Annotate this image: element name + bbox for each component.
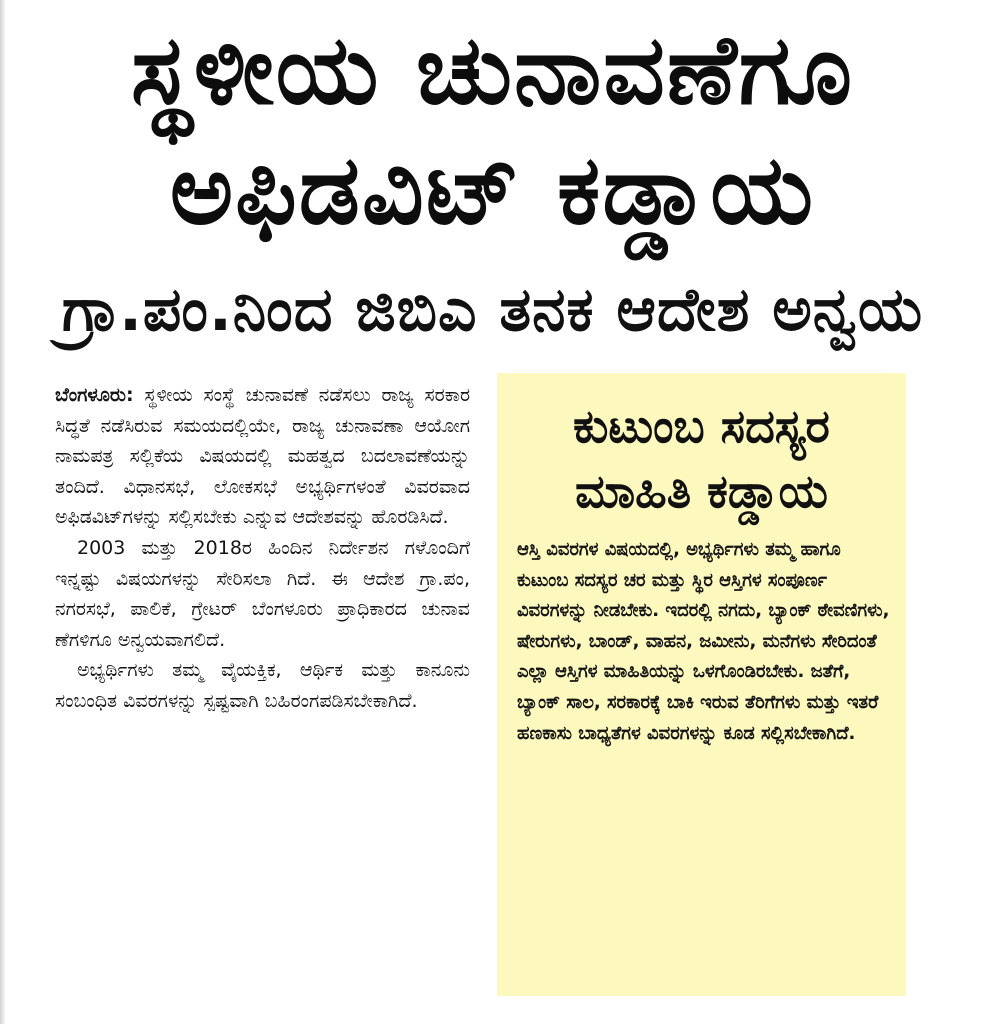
page-edge-shadow xyxy=(0,0,6,1024)
headline-line-1: ಸ್ಥಳೀಯ ಚುನಾವಣೆಗೂ xyxy=(131,14,854,126)
article-paragraph-1 xyxy=(55,380,470,533)
subheadline: ಗ್ರಾ.ಪಂ.ನಿಂದ ಜಿಬಿಎ ತನಕ ಆದೇಶ ಅನ್ವಯ xyxy=(61,275,924,345)
sidebar-body: ಆಸ್ತಿ ವಿವರಗಳ ವಿಷಯದಲ್ಲಿ, ಅಭ್ಯರ್ಥಿಗಳು ತಮ್ಮ ಹಾಗೂ ಕುಟುಂಬ ಸದಸ್ಯರ ಚರ ಮತ್ತು ಸ್ಥಿರ ಆಸ್ತಿಗಳ ಸಂಪೂರ್ಣ ವಿವರಗಳನ್ನು ನೀಡಬೇಕು. ಇದರಲ್ಲಿ ನಗದು, ಬ್ಯಾಂಕ್ ಠೇವಣಿಗಳು, ಷೇರುಗಳು, ಬಾಂಡ್, ವಾಹನ, ಜಮೀನು, ಮನೆಗಳು ಸೇರಿದಂತೆ ಎಲ್ಲಾ ಆಸ್ತಿಗಳ ಮಾಹಿತಿಯನ್ನು ಒಳಗೊಂಡಿರಬೇಕು. ಜತೆಗೆ, ಬ್ಯಾಂಕ್ ಸಾಲ, ಸರಕಾರಕ್ಕೆ ಬಾಕಿ ಇರುವ ತೆರಿಗೆಗಳು ಮತ್ತು ಇತರೆ ಹಣಕಾಸು ಬಾಧ್ಯತೆಗಳ ವಿವರಗಳನ್ನು ಕೂಡ ಸಲ್ಲಿಸಬೇಕಾಗಿದೆ. xyxy=(517,539,890,744)
article-paragraph-3: ಅಭ್ಯರ್ಥಿಗಳು ತಮ್ಮ ವೈಯಕ್ತಿಕ, ಆರ್ಥಿಕ ಮತ್ತು ಕಾನೂನು ಸಂಬಂಧಿತ ವಿವರಗಳನ್ನು ಸ್ಪಷ್ಟವಾಗಿ ಬಹಿರಂಗಪಡಿಸಬೇಕಾಗಿದೆ. xyxy=(55,659,470,712)
headline-line-2: ಅಫಿಡವಿಟ್ ಕಡ್ಡಾಯ xyxy=(169,134,816,246)
sidebar-title-line-1: ಕುಟುಂಬ ಸದಸ್ಯರ xyxy=(573,399,830,453)
article-paragraph-1-text: ಸ್ಥಳೀಯ ಸಂಸ್ಥೆ ಚುನಾವಣೆ ನಡೆಸಲು ರಾಜ್ಯ ಸರಕಾರ ಸಿದ್ಧತೆ ನಡೆಸಿರುವ ಸಮಯದಲ್ಲಿಯೇ, ರಾಜ್ಯ ಚುನಾವಣಾ ಆಯೋಗ ನಾಮಪತ್ರ ಸಲ್ಲಿಕೆಯ ವಿಷಯದಲ್ಲಿ ಮಹತ್ವದ ಬದಲಾವಣೆಯನ್ನು ತಂದಿದೆ. ವಿಧಾನಸಭೆ, ಲೋಕಸಭೆ ಅಭ್ಯರ್ಥಿಗಳಂತೆ ವಿವರವಾದ ಅಫಿಡವಿಟ್‌ಗಳನ್ನು ಸಲ್ಲಿಸಬೇಕು ಎನ್ನುವ ಆದೇಶವನ್ನು ಹೊರಡಿಸಿದೆ. xyxy=(55,384,470,529)
article-paragraph-2: 2003 ಮತ್ತು 2018ರ ಹಿಂದಿನ ನಿರ್ದೇಶನ ಗಳೊಂದಿಗೆ ಇನ್ನಷ್ಟು ವಿಷಯಗಳನ್ನು ಸೇರಿಸಲಾ ಗಿದೆ. ಈ ಆದೇಶ ಗ್ರಾ.ಪಂ, ನಗರಸಭೆ, ಪಾಲಿಕೆ, ಗ್ರೇಟರ್ ಬೆಂಗಳೂರು ಪ್ರಾಧಿಕಾರದ ಚುನಾವ ಣೆಗಳಿಗೂ ಅನ್ವಯವಾಗಲಿದೆ. xyxy=(55,536,470,651)
sidebar-box xyxy=(497,373,906,996)
sidebar-title-line-2: ಮಾಹಿತಿ ಕಡ್ಡಾಯ xyxy=(575,464,828,518)
dateline: ಬೆಂಗಳೂರು: xyxy=(55,384,134,406)
article-body xyxy=(55,380,470,717)
